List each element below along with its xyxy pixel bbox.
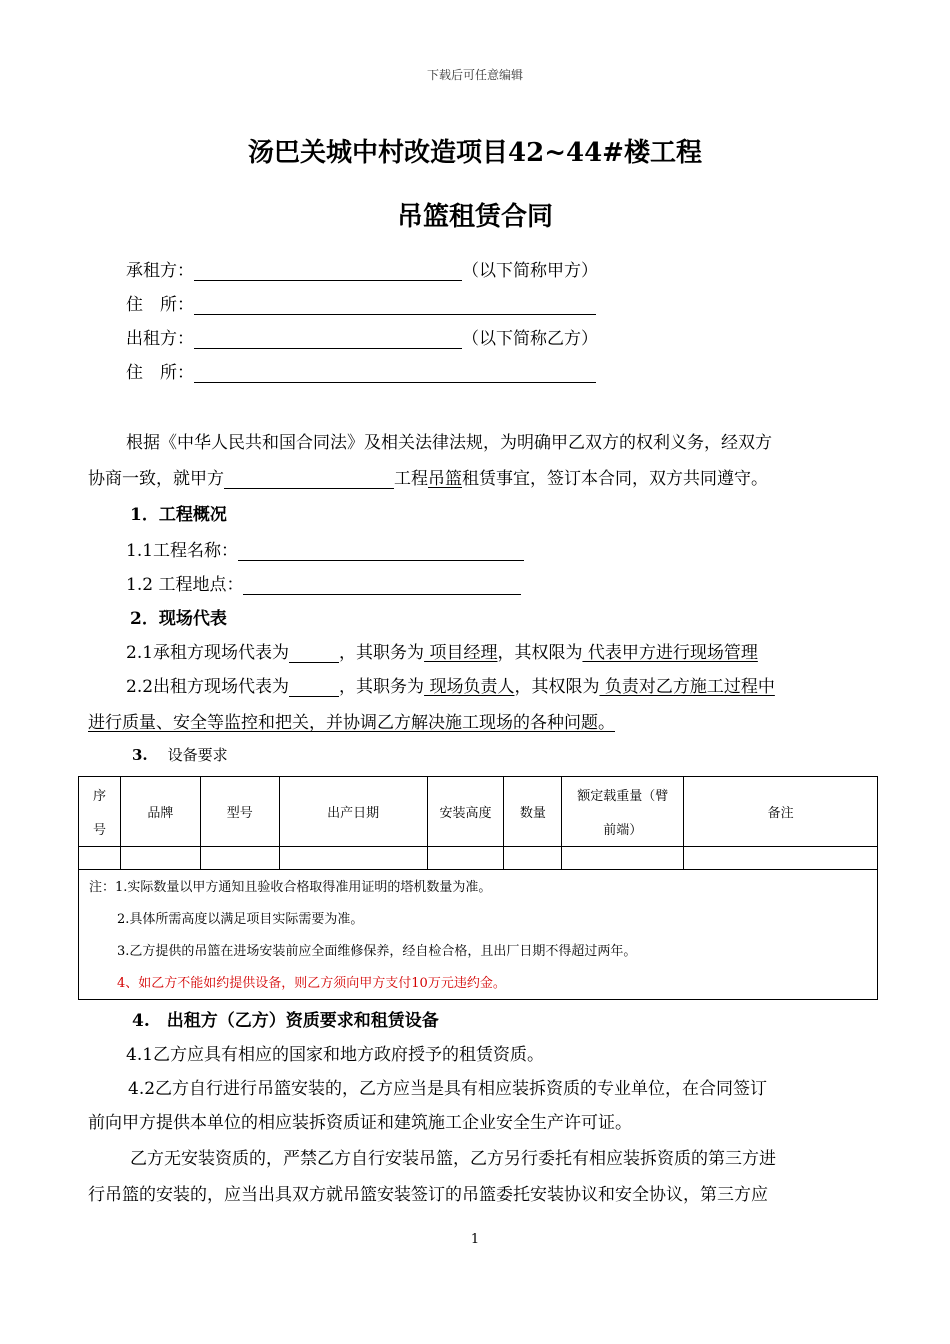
intro-text-d: 租赁事宜，签订本合同，双方共同遵守。 [462,469,768,489]
col-model: 型号 [200,777,279,847]
s4-p3-line1: 乙方无安装资质的，严禁乙方自行安装吊篮，乙方另行委托有相应装拆资质的第三方进 [130,1149,776,1169]
lessor-address-blank[interactable] [194,365,596,383]
intro-text-c: 吊篮 [428,469,462,489]
lessee-rep-power: 代表甲方进行现场管理 [582,643,758,663]
section-3-heading-row [132,744,228,765]
lessor-rep-power: 负责对乙方施工过程中 [599,677,775,697]
col-qty: 数量 [504,777,562,847]
s4-p3-line2: 行吊篮的安装的，应当出具双方就吊篮安装签订的吊篮委托安装协议和安全协议，第三方应 [88,1185,768,1205]
lessor-suffix: （以下简称乙方） [462,329,598,349]
lessor-rep-text: 2.2出租方现场代表为 [126,677,290,697]
col-date: 出产日期 [279,777,427,847]
table-header-row [79,777,878,847]
lessee-rep-row [126,638,758,663]
lessee-rep-text: 2.1承租方现场代表为 [126,643,290,663]
lessee-row [126,256,598,281]
note-4: 4、如乙方不能如约提供设备，则乙方须向甲方支付10万元违约金。 [117,976,506,991]
section-2-heading: 2．现场代表 [130,609,227,629]
project-place-row [126,570,521,595]
equipment-table [78,776,878,870]
address-label: 住 所： [126,295,194,315]
lessor-row [126,324,598,349]
page-header: 下载后可任意编辑 [426,68,523,82]
intro-text-b: 工程 [394,469,428,489]
intro-text-a: 协商一致，就甲方 [88,469,224,489]
s4-p2-line2: 前向甲方提供本单位的相应装拆资质证和建筑施工企业安全生产许可证。 [88,1113,632,1133]
lessor-blank[interactable] [194,331,462,349]
lessee-address-row [126,290,596,315]
project-blank[interactable] [224,471,394,489]
lessor-rep-blank[interactable] [289,679,339,697]
cell[interactable] [79,847,121,870]
lessee-suffix: （以下简称甲方） [462,261,598,281]
lessee-rep-duty: 项目经理 [424,643,498,663]
cell[interactable] [684,847,878,870]
note-3: 3.乙方提供的吊篮在进场安装前应全面维修保养，经自检合格，且出厂日期不得超过两年。 [117,944,637,959]
section-3-number: 3. [132,746,148,764]
page-number: 1 [470,1232,480,1247]
project-name-row [126,536,524,561]
lessee-address-blank[interactable] [194,297,596,315]
cell[interactable] [200,847,279,870]
col-load: 额定载重量（臂 前端） [562,777,684,847]
intro-line-2 [88,464,768,489]
lessor-label: 出租方： [126,329,194,349]
lessee-rep-blank[interactable] [289,645,339,663]
lessor-rep-duty: 现场负责人 [424,677,515,697]
col-brand: 品牌 [120,777,200,847]
cell[interactable] [427,847,504,870]
lessee-blank[interactable] [194,263,462,281]
cell[interactable] [504,847,562,870]
s4-p2-line1: 4.2乙方自行进行吊篮安装的，乙方应当是具有相应装拆资质的专业单位，在合同签订 [128,1079,768,1099]
intro-line-1: 根据《中华人民共和国合同法》及相关法律法规，为明确甲乙双方的权利义务，经双方 [126,433,772,453]
table-notes [78,870,878,1000]
section-4-heading: 4. 出租方（乙方）资质要求和租赁设备 [132,1011,439,1031]
col-seq: 序 号 [79,777,121,847]
section-3-heading: 设备要求 [167,746,228,764]
project-place-blank[interactable] [243,577,521,595]
cell[interactable] [120,847,200,870]
document-title: 汤巴关城中村改造项目42~44#楼工程 [248,138,702,168]
cell[interactable] [279,847,427,870]
project-place-label: 1.2 工程地点： [126,575,244,595]
lessor-rep-power-cont: 进行质量、安全等监控和把关，并协调乙方解决施工现场的各种问题。 [88,713,615,733]
cell[interactable] [562,847,684,870]
s4-p1: 4.1乙方应具有相应的国家和地方政府授予的租赁资质。 [126,1045,545,1065]
col-remark: 备注 [684,777,878,847]
document-subtitle: 吊篮租赁合同 [396,202,553,232]
address-label-2: 住 所： [126,363,194,383]
table-row [79,847,878,870]
note-1: 注：1.实际数量以甲方通知且验收合格取得准用证明的塔机数量为准。 [89,880,492,895]
lessor-rep-power-label: ，其权限为 [514,677,600,697]
project-name-label: 1.1工程名称： [126,541,239,561]
lessor-address-row [126,358,596,383]
col-height: 安装高度 [427,777,504,847]
lessee-label: 承租方： [126,261,194,281]
project-name-blank[interactable] [238,543,524,561]
note-2: 2.具体所需高度以满足项目实际需要为准。 [117,912,364,927]
lessor-rep-row [126,672,775,697]
lessee-rep-power-label: ，其权限为 [497,643,583,663]
section-1-heading: 1．工程概况 [130,505,227,525]
lessor-rep-duty-label: ，其职务为 [339,677,425,697]
lessee-rep-duty-label: ，其职务为 [339,643,425,663]
